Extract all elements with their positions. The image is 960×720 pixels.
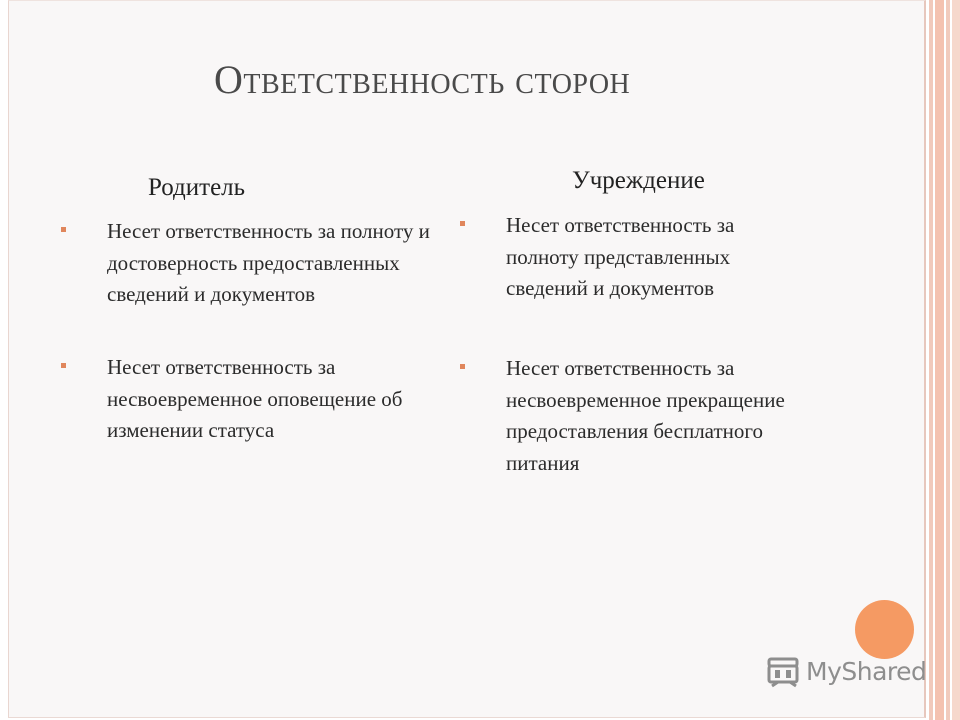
- slide-title: Ответственность сторон: [214, 57, 631, 102]
- parent-item-text: Несет ответственность за несвоевременное оповещение об изменении статуса: [107, 355, 403, 442]
- decorative-stripe: [946, 0, 950, 720]
- decorative-stripe: [935, 0, 944, 720]
- decorative-stripe: [929, 0, 933, 720]
- square-bullet-icon: [61, 363, 66, 368]
- decorative-circle: [855, 600, 914, 659]
- institution-item-text: Несет ответственность за полноту представленных сведений и документов: [506, 213, 735, 300]
- parent-column-heading: Родитель: [148, 174, 246, 201]
- square-bullet-icon: [460, 221, 465, 226]
- myshared-logo-icon: [766, 655, 802, 691]
- square-bullet-icon: [61, 227, 66, 232]
- square-bullet-icon: [460, 364, 465, 369]
- institution-column-heading: Учреждение: [572, 167, 705, 194]
- decorative-stripe: [952, 0, 960, 720]
- institution-item-text: Несет ответственность за несвоевременное прекращение предоставления бесплатного питания: [506, 356, 785, 475]
- parent-item-text: Несет ответственность за полноту и достоверность предоставленных сведений и документов: [107, 219, 430, 306]
- watermark-text: MyShared: [806, 657, 927, 686]
